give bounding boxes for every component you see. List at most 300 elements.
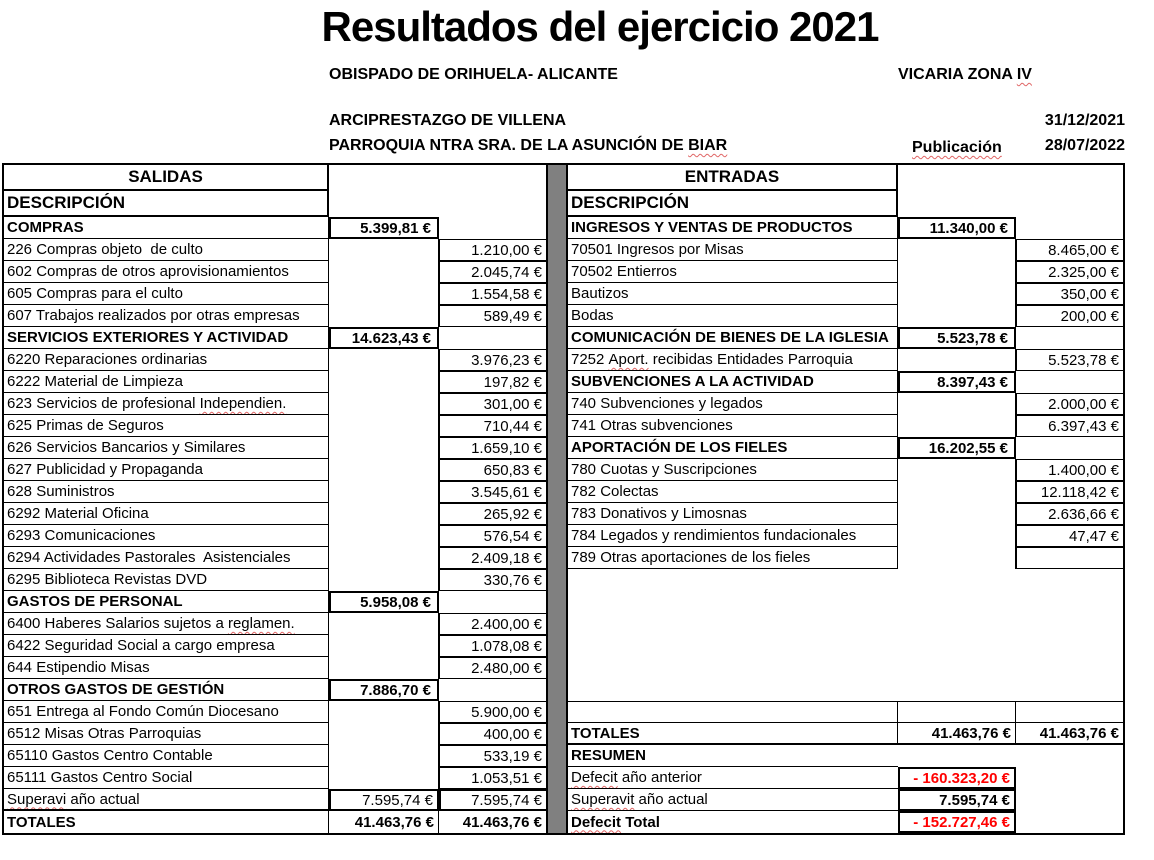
detail-amount-cell <box>439 437 546 459</box>
table-row <box>4 679 546 701</box>
detail-amount-cell <box>1016 261 1123 283</box>
amount-cell <box>329 459 439 481</box>
table-row <box>4 591 546 613</box>
row-label <box>4 569 329 591</box>
salidas-rows <box>4 217 546 833</box>
text: COMUNICACIÓN DE BIENES DE LA IGLESIA <box>571 329 889 346</box>
text: 789 Otras aportaciones de los fieles <box>571 549 811 566</box>
entradas-description-row <box>568 191 1123 217</box>
amount-cell <box>329 745 439 767</box>
salidas-table <box>2 163 548 835</box>
misspelled-text: Defecit <box>571 769 618 786</box>
salidas-title-row <box>4 165 546 191</box>
table-row <box>4 503 546 525</box>
table-row <box>4 811 546 833</box>
amount-text: 41.463,76 € <box>462 813 542 831</box>
misspelled-text: reglamen. <box>227 615 295 632</box>
amount-cell <box>329 635 439 657</box>
text: 70501 Ingresos por Misas <box>571 241 744 258</box>
table-row <box>4 305 546 327</box>
table-row <box>4 767 546 789</box>
amount-text: 265,92 € <box>483 505 542 523</box>
table-row <box>4 789 546 811</box>
publication-text: Publicación <box>912 139 1002 156</box>
vicariate-misspelled-text: IV <box>1016 66 1032 83</box>
amount-cell <box>329 613 439 635</box>
table-row <box>4 239 546 261</box>
text: GASTOS DE PERSONAL <box>7 593 183 610</box>
amount-cell <box>329 393 439 415</box>
page-title: Resultados del ejercicio 2021 <box>321 3 879 50</box>
amount-cell <box>329 481 439 503</box>
table-row <box>568 745 1123 767</box>
amount-cell <box>329 437 439 459</box>
table-row <box>568 371 1123 393</box>
detail-amount-cell <box>1016 239 1123 261</box>
detail-amount-cell <box>439 393 546 415</box>
row-label <box>568 459 898 481</box>
amount-text: 2.045,74 € <box>471 263 542 281</box>
text: 782 Colectas <box>571 483 659 500</box>
table-row <box>4 349 546 371</box>
spacer-cell <box>1016 811 1123 833</box>
table-row <box>568 525 1123 547</box>
category-total-cell <box>329 591 439 613</box>
row-label <box>568 811 898 833</box>
table-row <box>568 481 1123 503</box>
total-amount-cell <box>329 811 439 833</box>
detail-amount-cell <box>439 459 546 481</box>
row-label <box>568 547 898 569</box>
text: 623 Servicios de profesional <box>7 395 200 412</box>
entradas-table <box>566 163 1125 835</box>
amount-cell <box>898 283 1016 305</box>
table-row <box>4 261 546 283</box>
amount-text: 41.463,76 € <box>931 724 1011 742</box>
detail-amount-cell <box>439 283 546 305</box>
amount-text: 197,82 € <box>483 373 542 391</box>
category-total-cell <box>898 217 1016 239</box>
header-spacer-cell <box>329 191 546 217</box>
text: 65110 Gastos Centro Contable <box>7 747 213 764</box>
row-label <box>4 767 329 789</box>
text: OTROS GASTOS DE GESTIÓN <box>7 681 225 698</box>
table-row <box>4 459 546 481</box>
detail-amount-cell <box>439 371 546 393</box>
table-row <box>568 305 1123 327</box>
amount-text: 533,19 € <box>483 747 542 765</box>
text: 6293 Comunicaciones <box>7 527 156 544</box>
row-label <box>4 503 329 525</box>
text: 6295 Biblioteca Revistas DVD <box>7 571 208 588</box>
text: COMPRAS <box>7 219 84 236</box>
amount-text: 11.340,00 € <box>929 219 1008 237</box>
amount-cell <box>898 481 1016 503</box>
misspelled-text: Superavi <box>7 790 67 808</box>
text: 780 Cuotas y Suscripciones <box>571 461 757 478</box>
detail-amount-cell <box>439 569 546 591</box>
text: recibidas Entidades Parroquia <box>648 351 853 368</box>
amount-text: 3.545,61 € <box>471 483 542 501</box>
row-label <box>4 415 329 437</box>
amount-cell <box>898 393 1016 415</box>
amount-cell <box>898 261 1016 283</box>
amount-cell <box>1016 437 1123 459</box>
amount-text: 2.400,00 € <box>471 615 542 633</box>
amount-text: 12.118,42 € <box>1040 483 1119 501</box>
amount-cell <box>898 349 1016 371</box>
text: Total <box>621 813 660 831</box>
detail-amount-cell <box>439 305 546 327</box>
amount-cell <box>329 723 439 745</box>
table-row <box>4 701 546 723</box>
text: APORTACIÓN DE LOS FIELES <box>571 439 788 456</box>
amount-cell <box>1016 371 1123 393</box>
amount-text: 1.053,51 € <box>471 769 542 787</box>
amount-cell <box>439 327 546 349</box>
table-row <box>4 415 546 437</box>
row-label <box>568 261 898 283</box>
amount-cell <box>329 283 439 305</box>
amount-text: 8.465,00 € <box>1048 241 1119 259</box>
vicariate-text: VICARIA ZONA <box>898 66 1017 83</box>
amount-text: 47,47 € <box>1068 527 1119 545</box>
amount-text: 7.595,74 € <box>362 791 433 809</box>
diocese-label: OBISPADO DE ORIHUELA- ALICANTE <box>329 66 618 83</box>
row-label <box>4 789 329 811</box>
closing-date: 31/12/2021 <box>1044 112 1125 129</box>
amount-text: 330,76 € <box>483 571 542 589</box>
detail-amount-cell <box>439 745 546 767</box>
row-label <box>4 283 329 305</box>
amount-cell <box>439 217 546 239</box>
text: 741 Otras subvenciones <box>571 417 733 434</box>
amount-cell <box>329 415 439 437</box>
parish-text: PARROQUIA NTRA SRA. DE LA ASUNCIÓN DE <box>329 137 689 154</box>
row-label <box>568 415 898 437</box>
text: 625 Primas de Seguros <box>7 417 164 434</box>
table-row <box>568 261 1123 283</box>
row-label <box>4 481 329 503</box>
amount-cell <box>898 503 1016 525</box>
table-row <box>4 371 546 393</box>
amount-text: 5.900,00 € <box>471 703 542 721</box>
text: 6400 Haberes Salarios sujetos a <box>7 615 228 632</box>
amount-text: - 160.323,20 € <box>913 769 1010 787</box>
detail-amount-cell <box>1016 547 1123 569</box>
table-row <box>568 327 1123 349</box>
detail-amount-cell <box>439 635 546 657</box>
category-total-cell <box>898 437 1016 459</box>
category-total-cell <box>329 327 439 349</box>
text: Bodas <box>571 307 614 324</box>
tables-region <box>2 163 1125 835</box>
text: Bautizos <box>571 285 629 302</box>
amount-cell <box>329 701 439 723</box>
row-label <box>4 239 329 261</box>
detail-amount-cell <box>439 613 546 635</box>
header-spacer-cell <box>329 165 546 191</box>
amount-text: 650,83 € <box>483 461 542 479</box>
text: 628 Suministros <box>7 483 115 500</box>
row-label <box>4 811 329 833</box>
row-label <box>568 701 898 723</box>
text: SERVICIOS EXTERIORES Y ACTIVIDAD <box>7 329 289 346</box>
table-row <box>568 283 1123 305</box>
text: 627 Publicidad y Propaganda <box>7 461 203 478</box>
amount-cell <box>329 547 439 569</box>
amount-text: 41.463,76 € <box>1039 724 1119 742</box>
row-label <box>4 613 329 635</box>
amount-text: 1.210,00 € <box>471 241 542 259</box>
detail-amount-cell <box>439 261 546 283</box>
detail-amount-cell <box>1016 415 1123 437</box>
row-label <box>4 371 329 393</box>
total-amount-cell <box>898 723 1016 745</box>
row-label <box>568 789 898 811</box>
row-label <box>568 239 898 261</box>
amount-text: 200,00 € <box>1060 307 1119 325</box>
detail-amount-cell <box>439 503 546 525</box>
table-row <box>4 525 546 547</box>
table-row <box>568 811 1123 833</box>
category-total-cell <box>898 327 1016 349</box>
category-total-cell <box>329 217 439 239</box>
amount-text: - 152.727,46 € <box>913 813 1010 831</box>
amount-cell <box>329 767 439 789</box>
amount-text: 2.325,00 € <box>1048 263 1119 281</box>
spacer-cell <box>1016 767 1123 789</box>
amount-text: 16.202,55 € <box>928 439 1008 457</box>
amount-text: 1.554,58 € <box>471 285 542 303</box>
amount-cell <box>329 569 439 591</box>
amount-text: 1.078,08 € <box>471 637 542 655</box>
row-label <box>568 481 898 503</box>
table-row <box>4 437 546 459</box>
table-row <box>4 217 546 239</box>
text: 651 Entrega al Fondo Común Diocesano <box>7 703 279 720</box>
row-label <box>4 679 329 701</box>
text: 740 Subvenciones y legados <box>571 395 763 412</box>
detail-amount-cell <box>439 767 546 789</box>
text: año anterior <box>617 769 702 786</box>
table-row <box>4 283 546 305</box>
amount-text: 1.659,10 € <box>471 439 542 457</box>
detail-amount-cell <box>439 481 546 503</box>
detail-amount-cell <box>439 415 546 437</box>
table-row <box>4 393 546 415</box>
detail-amount-cell <box>439 657 546 679</box>
spacer-cell <box>1016 745 1123 767</box>
table-row <box>4 723 546 745</box>
amount-cell <box>1016 701 1123 723</box>
parish-misspelled-text: BIAR <box>688 137 728 154</box>
table-row <box>4 613 546 635</box>
table-row <box>568 459 1123 481</box>
row-label <box>568 349 898 371</box>
amount-cell <box>439 591 546 613</box>
amount-cell <box>329 525 439 547</box>
salidas-header: SALIDAS <box>4 165 329 191</box>
table-row <box>568 547 1123 569</box>
table-row <box>568 239 1123 261</box>
detail-amount-cell <box>1016 481 1123 503</box>
table-row <box>4 547 546 569</box>
amount-text: 589,49 € <box>483 307 542 325</box>
row-label <box>568 503 898 525</box>
misspelled-text: Aport. <box>608 351 649 368</box>
amount-text: 576,54 € <box>483 527 542 545</box>
text: 6292 Material Oficina <box>7 505 149 522</box>
table-row <box>568 789 1123 811</box>
row-label <box>4 745 329 767</box>
text: 605 Compras para el culto <box>7 285 183 302</box>
amount-text: 710,44 € <box>483 417 542 435</box>
amount-cell <box>898 547 1016 569</box>
amount-text: 6.397,43 € <box>1048 417 1119 435</box>
amount-cell <box>898 239 1016 261</box>
amount-text: 2.636,66 € <box>1048 505 1119 523</box>
row-label <box>568 305 898 327</box>
text: TOTALES <box>571 724 640 742</box>
misspelled-text: Superavit <box>571 791 635 808</box>
table-row <box>568 349 1123 371</box>
row-label <box>4 217 329 239</box>
text: RESUMEN <box>571 747 647 764</box>
amount-text: 5.958,08 € <box>360 593 431 611</box>
total-amount-cell <box>439 811 546 833</box>
row-label <box>4 547 329 569</box>
amount-cell <box>1016 217 1123 239</box>
amount-cell <box>439 679 546 701</box>
row-label <box>568 217 898 239</box>
misspelled-text: Defecit <box>571 813 622 831</box>
entradas-title-row <box>568 165 1123 191</box>
amount-text: 3.976,23 € <box>471 351 542 369</box>
text: 6422 Seguridad Social a cargo empresa <box>7 637 275 654</box>
row-label <box>4 525 329 547</box>
amount-cell <box>898 701 1016 723</box>
table-row <box>568 503 1123 525</box>
row-label <box>4 305 329 327</box>
amount-cell <box>1016 327 1123 349</box>
entradas-rows <box>568 217 1123 833</box>
row-label <box>568 745 898 767</box>
vicariate-label <box>898 66 1032 84</box>
publication-date: 28/07/2022 <box>1044 137 1125 154</box>
summary-amount-cell <box>898 811 1016 833</box>
row-label <box>568 723 898 745</box>
amount-text: 5.523,78 € <box>937 329 1008 347</box>
table-row <box>568 393 1123 415</box>
row-label <box>4 459 329 481</box>
text: 6294 Actividades Pastorales Asistenciales <box>7 549 291 566</box>
row-label <box>4 327 329 349</box>
amount-text: 350,00 € <box>1060 285 1119 303</box>
text: 6220 Reparaciones ordinarias <box>7 351 208 368</box>
spacer-cell <box>1016 789 1123 811</box>
table-row <box>4 635 546 657</box>
table-row <box>4 745 546 767</box>
table-row <box>568 767 1123 789</box>
text: 7252 <box>571 351 609 368</box>
row-label <box>568 327 898 349</box>
amount-cell <box>329 349 439 371</box>
table-row <box>568 415 1123 437</box>
amount-cell <box>898 305 1016 327</box>
summary-amount-cell <box>898 789 1016 811</box>
amount-text: 8.397,43 € <box>937 373 1008 391</box>
entradas-description-header: DESCRIPCIÓN <box>568 191 898 217</box>
detail-amount-cell <box>1016 349 1123 371</box>
detail-amount-cell <box>439 239 546 261</box>
surplus-amount-cell <box>329 789 439 811</box>
row-label <box>568 525 898 547</box>
text: 626 Servicios Bancarios y Similares <box>7 439 246 456</box>
text: 65111 Gastos Centro Social <box>7 769 193 786</box>
amount-text: 400,00 € <box>483 725 542 743</box>
text: TOTALES <box>7 813 76 831</box>
amount-cell <box>898 459 1016 481</box>
header-spacer-cell <box>898 165 1123 191</box>
table-row <box>568 723 1123 745</box>
detail-amount-cell <box>1016 393 1123 415</box>
table-row <box>568 217 1123 239</box>
amount-text: 301,00 € <box>483 395 542 413</box>
amount-text: 2.409,18 € <box>471 549 542 567</box>
total-amount-cell <box>1016 723 1123 745</box>
table-row <box>568 569 1123 701</box>
spacer-cell <box>898 745 1016 767</box>
text: 607 Trabajos realizados por otras empresas <box>7 307 300 324</box>
table-divider <box>548 163 566 835</box>
parish-label <box>329 137 727 155</box>
row-label <box>568 437 898 459</box>
amount-text: 14.623,43 € <box>351 329 431 347</box>
amount-cell <box>329 239 439 261</box>
amount-cell <box>329 305 439 327</box>
surplus-amount-cell <box>439 789 546 811</box>
amount-cell <box>898 415 1016 437</box>
text: 6222 Material de Limpieza <box>7 373 183 390</box>
row-label <box>568 393 898 415</box>
amount-cell <box>329 261 439 283</box>
row-label <box>4 701 329 723</box>
row-label <box>4 261 329 283</box>
detail-amount-cell <box>439 547 546 569</box>
table-row <box>568 437 1123 459</box>
detail-amount-cell <box>1016 525 1123 547</box>
row-label <box>4 437 329 459</box>
detail-amount-cell <box>1016 305 1123 327</box>
publication-label <box>912 139 1002 157</box>
table-row <box>4 657 546 679</box>
text: SUBVENCIONES A LA ACTIVIDAD <box>571 373 814 390</box>
salidas-description-header: DESCRIPCIÓN <box>4 191 329 217</box>
row-label <box>4 657 329 679</box>
detail-amount-cell <box>1016 283 1123 305</box>
detail-amount-cell <box>439 525 546 547</box>
table-row <box>4 481 546 503</box>
row-label <box>568 767 898 789</box>
text: 783 Donativos y Limosnas <box>571 505 747 522</box>
header-spacer-cell <box>898 191 1123 217</box>
amount-text: 41.463,76 € <box>354 813 434 831</box>
amount-text: 7.886,70 € <box>360 681 431 699</box>
archpriesthood-label: ARCIPRESTAZGO DE VILLENA <box>329 112 567 129</box>
detail-amount-cell <box>439 349 546 371</box>
summary-amount-cell <box>898 767 1016 789</box>
